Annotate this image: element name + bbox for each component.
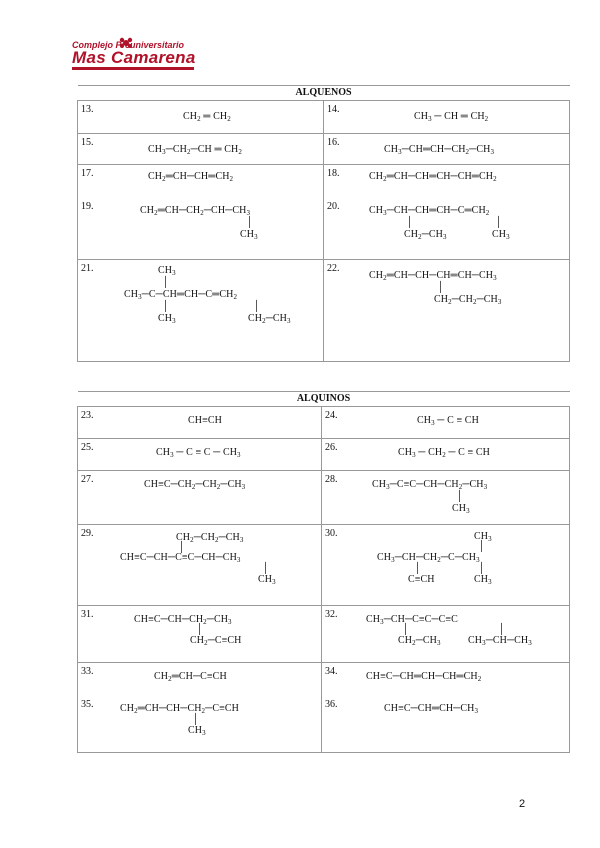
bond-vertical: │: [402, 624, 410, 635]
substituent: $CH_3$: [188, 725, 206, 737]
substituent: $CH_2─CH_3$: [404, 229, 447, 241]
alquinos-table: [77, 391, 570, 753]
formula-13: $CH_2$ ═ $CH_2$: [183, 111, 231, 123]
substituent: $CH_3$: [258, 574, 276, 586]
item-number: 23.: [81, 410, 94, 421]
formula-30: $CH_3─CH─CH_2─C─CH_3$: [377, 552, 480, 564]
item-number: 31.: [81, 609, 94, 620]
item-number: 26.: [325, 442, 338, 453]
substituent: $CH_3$: [474, 574, 492, 586]
substituent: $CH_3$: [158, 313, 176, 325]
bond-vertical: │: [456, 491, 464, 502]
formula-15: $CH_3─CH_2─CH$ ═ $CH_2$: [148, 144, 242, 156]
item-number: 32.: [325, 609, 338, 620]
item-number: 15.: [81, 137, 94, 148]
item-number: 22.: [327, 263, 340, 274]
logo-line2: Mas Camarena: [72, 48, 196, 67]
substituent: $CH_2─C\equiv CH$: [190, 635, 242, 647]
substituent: $CH_2─CH_3$: [248, 313, 291, 325]
formula-21: $CH_3─C─CH═CH─C═CH_2$: [124, 289, 238, 301]
cell-17-19: [78, 165, 324, 260]
bond-vertical: │: [162, 301, 170, 312]
cell-30: [322, 525, 570, 606]
item-number: 33.: [81, 666, 94, 677]
bond-vertical: │: [196, 624, 204, 635]
substituent: $CH_2─CH_3$: [398, 635, 441, 647]
logo-line1: Complejo Preuniversitario: [72, 40, 185, 50]
substituent: $CH_3$: [474, 531, 492, 543]
item-number: 17.: [81, 168, 94, 179]
item-number: 30.: [325, 528, 338, 539]
item-number: 20.: [327, 201, 340, 212]
cell-33-35: [78, 663, 322, 753]
cell-31: [78, 606, 322, 663]
cell-21: [78, 260, 324, 362]
cell-15: [78, 134, 324, 165]
formula-14: $CH_3$ ─ CH ═ $CH_2$: [414, 111, 489, 123]
bond-vertical: │: [478, 541, 486, 552]
item-number: 27.: [81, 474, 94, 485]
page-number: 2: [519, 798, 526, 810]
formula-26: $CH_3$ ─ $CH_2$ ─ C ≡ CH: [398, 447, 490, 459]
formula-25: $CH_3$ ─ C ≡ C ─ $CH_3$: [156, 447, 241, 459]
item-number: 16.: [327, 137, 340, 148]
item-number: 35.: [81, 699, 94, 710]
formula-35: $CH_2═CH─CH─CH_2─C\equiv CH$: [120, 703, 239, 715]
alquenos-table: [77, 85, 570, 362]
item-number: 21.: [81, 263, 94, 274]
brand-logo: [72, 38, 202, 74]
bond-vertical: │: [414, 563, 422, 574]
cell-16: [324, 134, 570, 165]
formula-16: $CH_3─CH═CH─CH_2─CH_3$: [384, 144, 495, 156]
formula-34: $CH\equiv C─CH═CH─CH═CH_2$: [366, 671, 482, 683]
cell-24: [322, 407, 570, 439]
bond-vertical: │: [478, 563, 486, 574]
item-number: 34.: [325, 666, 338, 677]
cell-18-20: [324, 165, 570, 260]
bond-vertical: │: [495, 217, 503, 228]
formula-17: $CH_2═CH─CH═CH_2$: [148, 171, 234, 183]
substituent: C≡CH: [408, 574, 435, 585]
substituent: $CH_3$: [240, 229, 258, 241]
item-number: 18.: [327, 168, 340, 179]
formula-33: $CH_2═CH─C\equiv CH$: [154, 671, 227, 683]
item-number: 24.: [325, 410, 338, 421]
formula-19: $CH_2═CH─CH_2─CH─CH_3$: [140, 205, 251, 217]
formula-18: $CH_2═CH─CH═CH─CH═CH_2$: [369, 171, 497, 183]
item-number: 14.: [327, 104, 340, 115]
bond-vertical: │: [162, 277, 170, 288]
cell-32: [322, 606, 570, 663]
cell-25: [78, 439, 322, 471]
cell-34-36: [322, 663, 570, 753]
formula-31: $CH\equiv C─CH─CH_2─CH_3$: [134, 614, 232, 626]
formula-27: $CH\equiv C─CH_2─CH_2─CH_3$: [144, 479, 246, 491]
item-number: 13.: [81, 104, 94, 115]
cell-28: [322, 471, 570, 525]
bond-vertical: │: [178, 542, 186, 553]
substituent: $CH_3$: [492, 229, 510, 241]
substituent: $CH_3─CH─CH_3$: [468, 635, 532, 647]
bond-vertical: │: [192, 714, 200, 725]
substituent: $CH_3$: [158, 265, 176, 277]
cell-29: [78, 525, 322, 606]
item-number: 28.: [325, 474, 338, 485]
formula-24: $CH_3$ ─ C ≡ CH: [417, 415, 479, 427]
item-number: 25.: [81, 442, 94, 453]
bond-vertical: │: [498, 624, 506, 635]
formula-36: $CH\equiv C─CH═CH─CH_3$: [384, 703, 479, 715]
substituent: $CH_2─CH_2─CH_3$: [176, 532, 244, 544]
cell-13: [78, 101, 324, 134]
cell-27: [78, 471, 322, 525]
bond-vertical: │: [437, 282, 445, 293]
logo-bar: [72, 67, 194, 70]
formula-32: $CH_3─CH─C\equiv C─C\equiv C$: [366, 614, 458, 626]
cell-22: [324, 260, 570, 362]
substituent: $CH_2─CH_2─CH_3$: [434, 294, 502, 306]
alquinos-title: ALQUINOS: [78, 392, 570, 407]
item-number: 29.: [81, 528, 94, 539]
bond-vertical: │: [246, 217, 254, 228]
formula-29: $CH\equiv C─CH─C\equiv C─CH─CH_3$: [120, 552, 241, 564]
formula-28: $CH_3─C\equiv C─CH─CH_2─CH_3$: [372, 479, 488, 491]
item-number: 19.: [81, 201, 94, 212]
cell-23: [78, 407, 322, 439]
formula-20: $CH_3─CH─CH═CH─C═CH_2$: [369, 205, 490, 217]
formula-23: CH≡CH: [188, 415, 222, 426]
bond-vertical: │: [253, 301, 261, 312]
item-number: 36.: [325, 699, 338, 710]
cell-14: [324, 101, 570, 134]
bond-vertical: │: [406, 217, 414, 228]
alquenos-title: ALQUENOS: [78, 86, 570, 101]
cell-26: [322, 439, 570, 471]
bond-vertical: │: [262, 563, 270, 574]
substituent: $CH_3$: [452, 503, 470, 515]
formula-22: $CH_2═CH─CH─CH═CH─CH_3$: [369, 270, 497, 282]
